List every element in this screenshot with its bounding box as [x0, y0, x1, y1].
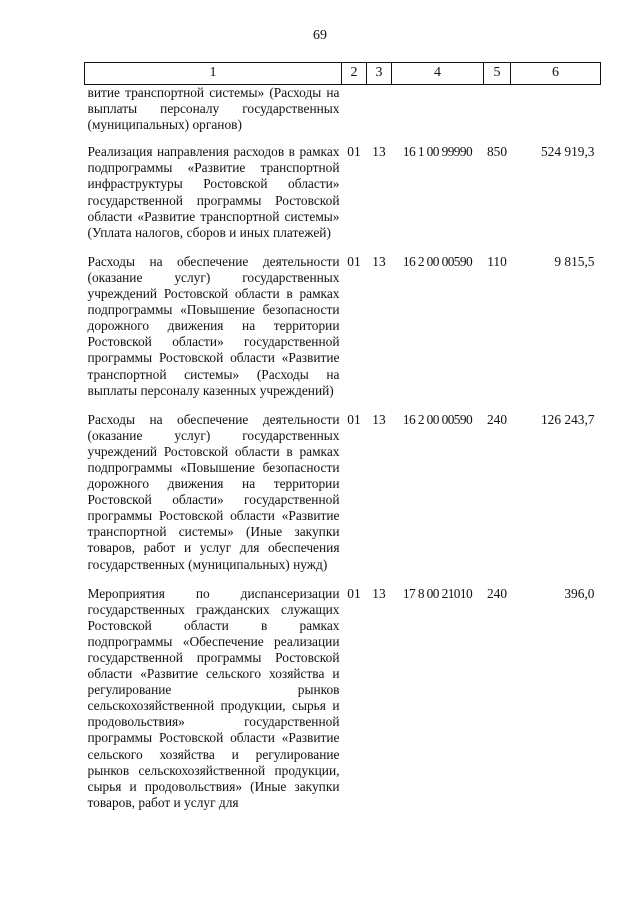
row-description: Реализация направления расходов в рамках подпрограммы «Развитие транспортной инфраструктуры Ростовской области» государственной программы Ростовской области «Развитие транспортной системы» (Уплата налогов, сборов и иных платежей)	[87, 144, 340, 240]
row-amount: 126 243,7	[540, 411, 595, 427]
row-target-article: 16 1 00 99990	[402, 144, 473, 160]
row-expense-type: 240	[486, 585, 508, 601]
row-subsection-code	[367, 85, 392, 145]
row-section-code: 01	[347, 144, 361, 160]
table-row	[85, 85, 601, 145]
table-row	[85, 144, 601, 254]
row-section-code	[342, 85, 367, 145]
row-amount	[511, 85, 601, 145]
header-col-1: 1	[85, 63, 342, 85]
row-subsection-code: 13	[372, 253, 386, 269]
header-col-3: 3	[367, 63, 392, 85]
row-section-code: 01	[347, 253, 361, 269]
row-description: Расходы на обеспечение деятельности (оказание услуг) государственных учреждений Ростовской области в рамках подпрограммы «Повышение безопасности дорожного движения на территории Ростовской области» государственной программы Ростовской области «Развитие транспортной системы» (Иные закупки товаров, работ и услуг для обеспечения государственных (муниципальных) нужд)	[87, 411, 340, 572]
row-amount: 9 815,5	[554, 253, 595, 269]
header-col-5: 5	[484, 63, 511, 85]
row-expense-type: 110	[487, 253, 507, 269]
row-subsection-code: 13	[372, 411, 386, 427]
row-description: Мероприятия по диспансеризации государственных гражданских служащих Ростовской области в рамках подпрограммы «Обеспечение реализации государственной программы Ростовской области «Развитие сельского хозяйства и регулирование рынков сельскохозяйственной продукции, сырья и продовольствия» государственной программы Ростовской области «Развитие сельского хозяйства и регулирование рынков сельскохозяйственной продукции, сырья и продовольствия» (Иные закупки товаров, работ и услуг для	[87, 585, 340, 810]
header-col-4: 4	[392, 63, 484, 85]
row-section-code: 01	[347, 585, 361, 601]
table-header	[85, 63, 601, 85]
row-expense-type: 240	[486, 411, 508, 427]
page-number: 69	[313, 28, 327, 43]
row-target-article: 16 2 00 00590	[402, 253, 473, 269]
budget-table	[84, 62, 601, 811]
header-col-2: 2	[342, 63, 367, 85]
row-amount: 396,0	[564, 585, 595, 601]
table-row	[85, 412, 601, 586]
table-row	[85, 254, 601, 412]
header-col-6: 6	[511, 63, 601, 85]
row-description: Расходы на обеспечение деятельности (оказание услуг) государственных учреждений Ростовской области в рамках подпрограммы «Повышение безопасности дорожного движения на территории Ростовской области» государственной программы Ростовской области «Развитие транспортной системы» (Расходы на выплаты персоналу казенных учреждений)	[87, 253, 340, 398]
row-target-article: 17 8 00 21010	[402, 585, 473, 601]
row-target-article: 16 2 00 00590	[402, 411, 473, 427]
row-subsection-code: 13	[372, 585, 386, 601]
row-section-code: 01	[347, 411, 361, 427]
row-expense-type: 850	[486, 144, 508, 160]
row-amount: 524 919,3	[540, 144, 595, 160]
row-description: витие транспортной системы» (Расходы на выплаты персоналу государственных (муниципальных) органов)	[87, 85, 340, 133]
header-row	[85, 63, 601, 85]
row-expense-type	[484, 85, 511, 145]
table-body	[85, 85, 601, 811]
row-subsection-code: 13	[372, 144, 386, 160]
table-row	[85, 586, 601, 811]
row-target-article	[392, 85, 484, 145]
